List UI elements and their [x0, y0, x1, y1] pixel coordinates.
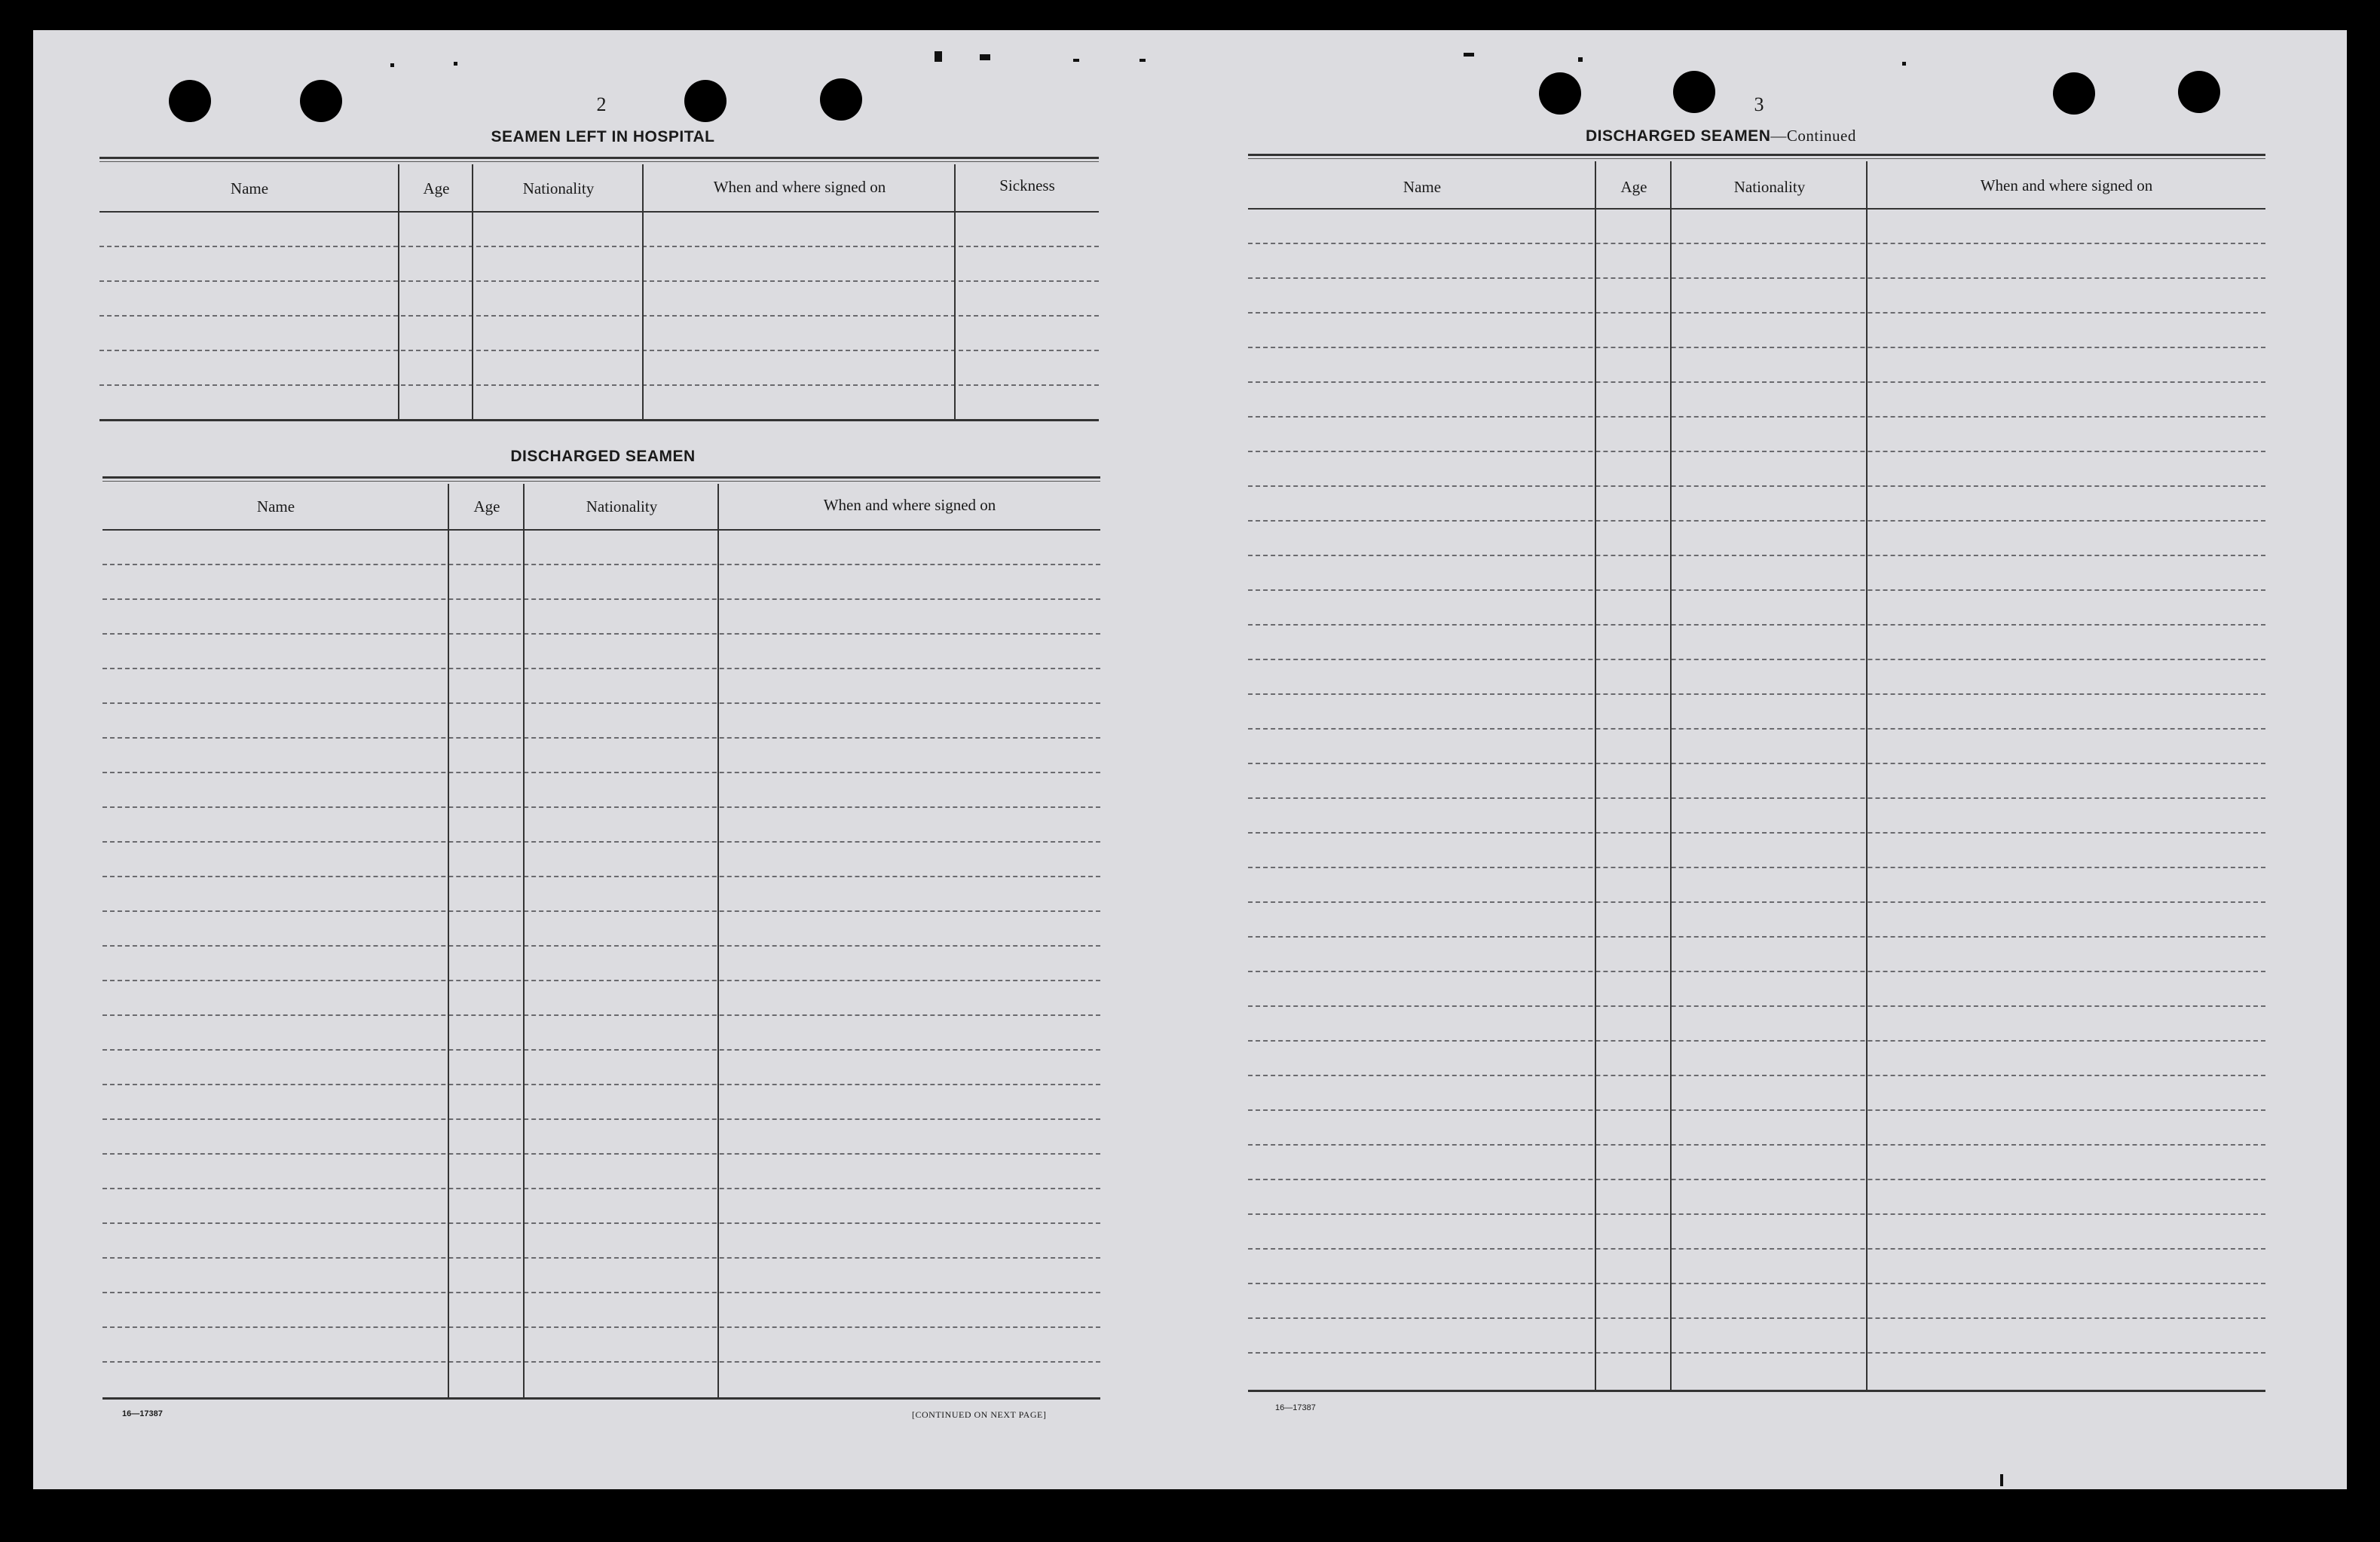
- scan-speck: [1578, 57, 1583, 62]
- col-header-sickness: Sickness: [999, 176, 1055, 194]
- punch-hole: [2053, 72, 2095, 115]
- scan-speck: [1140, 59, 1146, 62]
- discharged-table-left: [102, 476, 1100, 1405]
- form-number-left: 16—17387: [122, 1409, 163, 1418]
- punch-hole: [820, 78, 862, 121]
- punch-hole: [300, 80, 342, 122]
- scan-speck: [980, 54, 990, 60]
- col-header-nationality: Nationality: [1733, 178, 1806, 196]
- hospital-section-title: SEAMEN LEFT IN HOSPITAL: [491, 128, 715, 145]
- punch-hole: [169, 80, 211, 122]
- col-header-name: Name: [256, 497, 295, 516]
- page-number-left: 2: [596, 93, 607, 115]
- col-header-age: Age: [1620, 178, 1647, 196]
- scan-speck: [454, 62, 457, 66]
- discharged-continued-title: [1586, 127, 1962, 145]
- form-sheet: [33, 30, 2347, 1489]
- scan-speck: [935, 51, 942, 62]
- col-header-name: Name: [230, 179, 269, 197]
- col-header-age: Age: [423, 179, 450, 197]
- punch-hole: [684, 80, 727, 122]
- form-number-right: 16—17387: [1275, 1403, 1316, 1412]
- page-number-right: 3: [1754, 93, 1764, 115]
- col-header-age: Age: [473, 497, 500, 516]
- scan-speck: [390, 63, 394, 67]
- col-header-signed-on: When and where signed on: [823, 496, 996, 514]
- scan-speck: [1464, 53, 1474, 57]
- punch-hole: [1673, 71, 1715, 113]
- hospital-table: [99, 157, 1099, 428]
- col-header-nationality: Nationality: [586, 497, 658, 516]
- col-header-nationality: Nationality: [522, 179, 595, 197]
- col-header-signed-on: When and where signed on: [1980, 176, 2153, 194]
- punch-hole: [2178, 71, 2220, 113]
- col-header-name: Name: [1403, 178, 1442, 196]
- discharged-section-title: DISCHARGED SEAMEN: [510, 448, 696, 465]
- punch-hole: [1539, 72, 1581, 115]
- col-header-signed-on: When and where signed on: [713, 178, 886, 196]
- continued-note: [CONTINUED ON NEXT PAGE]: [912, 1409, 1047, 1420]
- title-suffix: —Continued: [1770, 127, 1856, 145]
- scan-speck: [1902, 62, 1906, 66]
- scan-speck: [1073, 59, 1079, 62]
- scan-speck: [2000, 1474, 2003, 1486]
- discharged-table-right: [1248, 154, 2265, 1397]
- title-main: DISCHARGED SEAMEN: [1586, 127, 1771, 145]
